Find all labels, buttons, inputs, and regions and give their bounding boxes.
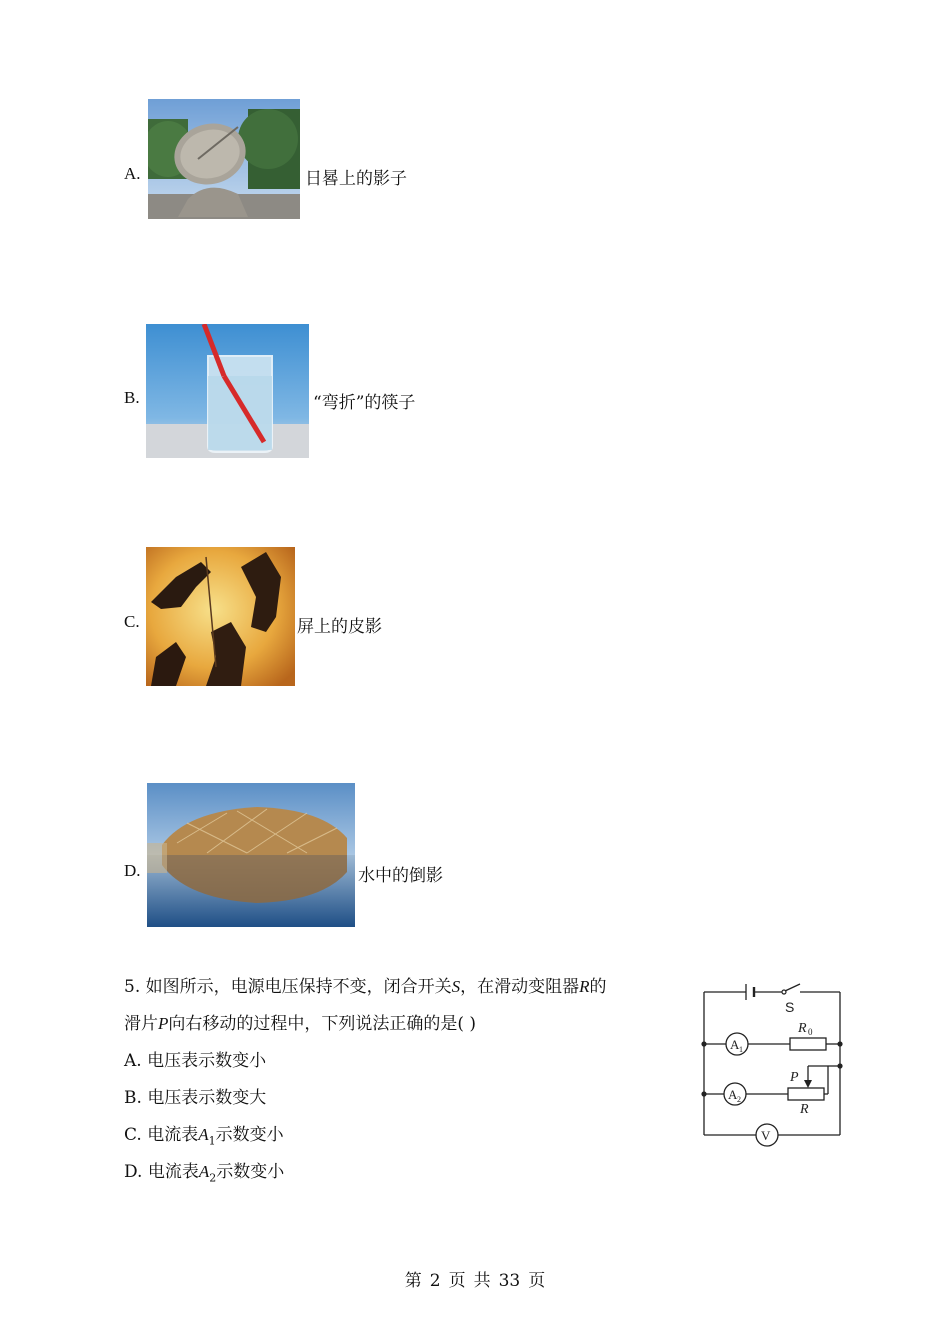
junction-dot: [837, 1041, 842, 1046]
option-a-letter: A.: [124, 164, 141, 183]
q5-option-b: [124, 1083, 266, 1108]
resistor-r0-label: R: [798, 1021, 807, 1036]
page-footer: [0, 1266, 950, 1291]
ammeter-a2-sub: 2: [737, 1095, 741, 1104]
resistor-r0-sub: 0: [808, 1027, 813, 1037]
option-c-letter: C.: [124, 612, 140, 631]
chopstick-in-water-photo: [146, 324, 309, 458]
sundial-photo: [148, 99, 300, 219]
option-d-letter: D.: [124, 861, 141, 880]
junction-dot: [837, 1063, 842, 1068]
ammeter-a1-label: A: [730, 1037, 740, 1052]
circuit-diagram: [698, 980, 848, 1150]
q5-option-c-text: 电流表: [147, 1125, 199, 1145]
footer-prefix: 第: [404, 1271, 422, 1291]
q5-text-e: 向右移动的过程中，下列说法正确的是( ): [168, 1014, 477, 1034]
footer-total-prefix: 共: [473, 1271, 491, 1291]
battery-icon: [746, 984, 754, 1000]
q5-switch-symbol: S: [451, 977, 461, 996]
shadow-puppet-photo: [146, 547, 295, 686]
q5-option-d-sub: 2: [209, 1171, 217, 1185]
option-d-caption: 水中的倒影: [358, 866, 443, 886]
option-b-letter: B.: [124, 388, 140, 407]
rheostat-r: [788, 1088, 824, 1100]
ammeter-a2-label: A: [728, 1087, 738, 1102]
q5-option-c-symbol: A: [198, 1125, 209, 1144]
q5-option-b-text: 电压表示数变大: [147, 1088, 267, 1108]
q5-option-d-suffix: 示数变小: [216, 1162, 285, 1182]
q5-text-c: 的: [589, 977, 607, 997]
q5-option-b-letter: B.: [124, 1088, 142, 1108]
slider-p-label: P: [790, 1070, 799, 1085]
resistor-r0: [790, 1038, 826, 1050]
q5-option-c: [124, 1120, 284, 1147]
junction-dot: [701, 1091, 706, 1096]
question5-line2: [124, 1009, 476, 1034]
ammeter-a2-icon: [724, 1083, 746, 1105]
ammeter-a1-icon: [726, 1033, 748, 1055]
voltmeter-label: V: [761, 1128, 771, 1143]
q5-text-a: 5. 如图所示，电源电压保持不变，闭合开关: [124, 977, 452, 997]
q5-option-d-letter: D.: [124, 1162, 143, 1182]
q5-option-a-text: 电压表示数变小: [147, 1051, 267, 1071]
footer-page-number: 2: [429, 1271, 441, 1291]
footer-total-pages: 33: [498, 1271, 521, 1291]
q5-option-a: [124, 1046, 266, 1071]
q5-text-d: 滑片: [124, 1014, 158, 1034]
junction-dot: [701, 1041, 706, 1046]
q5-rheostat-symbol: R: [579, 977, 590, 996]
q5-option-d-symbol: A: [198, 1162, 210, 1181]
footer-suffix: 页: [528, 1271, 546, 1291]
option-b-caption: “弯折”的筷子: [313, 393, 416, 413]
option-c-caption: 屏上的皮影: [297, 617, 382, 637]
question5-line1: [124, 972, 607, 997]
footer-page-unit: 页: [448, 1271, 466, 1291]
switch-icon: [782, 984, 800, 994]
rheostat-r-label: R: [800, 1102, 809, 1117]
q5-option-c-suffix: 示数变小: [215, 1125, 284, 1145]
q5-text-b: ，在滑动变阻器: [460, 977, 580, 997]
slider-arrow-icon: [804, 1080, 812, 1088]
q5-option-a-letter: A.: [124, 1051, 142, 1071]
q5-option-c-sub: 1: [208, 1134, 216, 1148]
switch-label: S: [785, 999, 795, 1015]
q5-option-d: [124, 1157, 284, 1184]
voltmeter-icon: [756, 1124, 778, 1146]
q5-option-d-text: 电流表: [147, 1162, 199, 1182]
q5-slider-symbol: P: [158, 1014, 169, 1033]
option-a-caption: 日晷上的影子: [305, 169, 407, 189]
q5-option-c-letter: C.: [124, 1125, 142, 1145]
birds-nest-reflection-photo: [147, 783, 355, 927]
ammeter-a1-sub: 1: [739, 1045, 743, 1054]
